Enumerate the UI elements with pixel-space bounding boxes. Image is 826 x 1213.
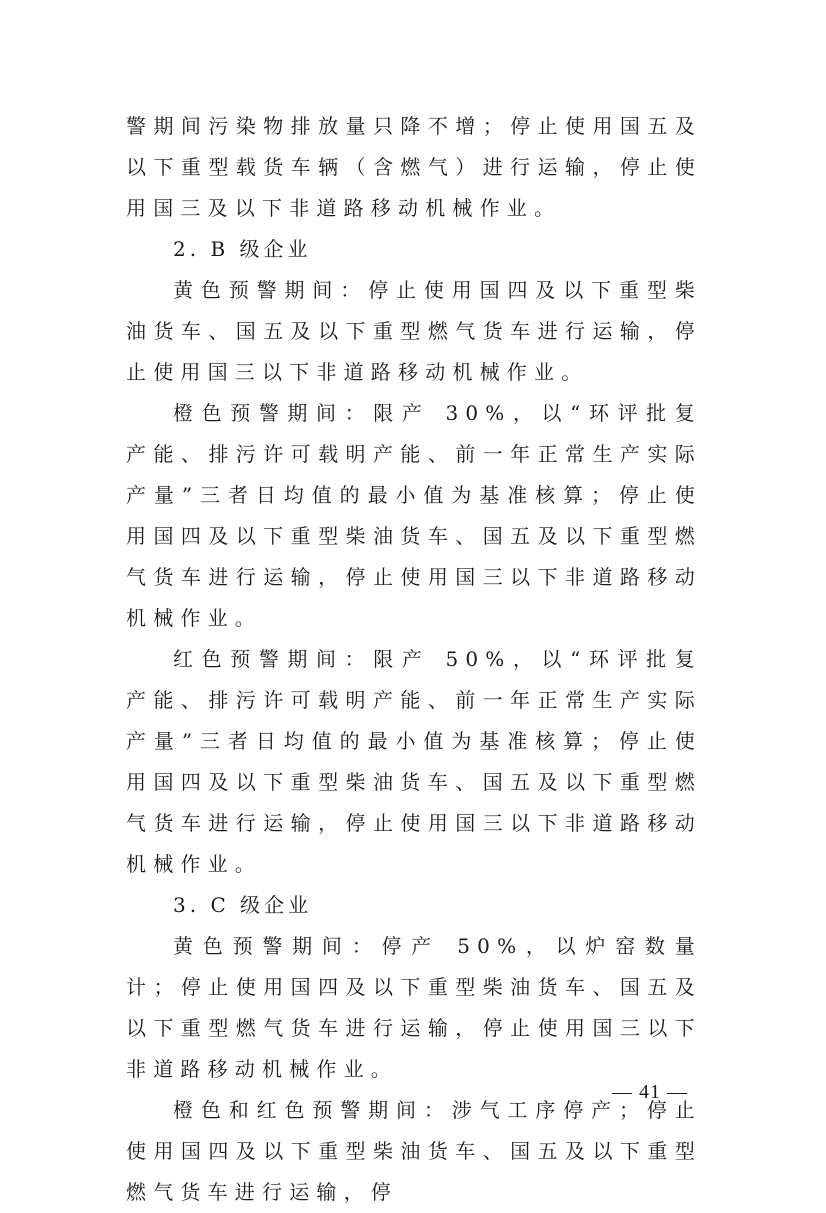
paragraph-c-yellow-alert: 黄色预警期间：停产 50%，以炉窑数量计；停止使用国四及以下重型柴油货车、国五及以下重型燃气货车进行运输，停止使用国三以下非道路移动机械作业。 — [126, 934, 702, 1081]
paragraph-c-orange-red-alert: 橙色和红色预警期间：涉气工序停产；停止使用国四及以下重型柴油货车、国五及以下重型燃气货车进行运输，停 — [126, 1098, 702, 1204]
paragraph-b-red-alert: 红色预警期间：限产 50%，以“环评批复产能、排污许可载明产能、前一年正常生产实际产量”三者日均值的最小值为基准核算；停止使用国四及以下重型柴油货车、国五及以下重型燃气货车进行运输，停止使用国三以下非道路移动机械作业。 — [126, 647, 702, 876]
page-number: — 41 — — [612, 1081, 688, 1103]
paragraph-b-yellow-alert: 黄色预警期间：停止使用国四及以下重型柴油货车、国五及以下重型燃气货车进行运输，停止使用国三以下非道路移动机械作业。 — [126, 278, 702, 384]
section-heading-c-grade: 3. C 级企业 — [173, 893, 313, 917]
paragraph-continuation-a-grade: 警期间污染物排放量只降不增；停止使用国五及以下重型载货车辆（含燃气）进行运输，停止使用国三及以下非道路移动机械作业。 — [126, 114, 702, 220]
section-heading-b-grade: 2. B 级企业 — [173, 237, 312, 261]
document-page — [126, 106, 702, 1213]
paragraph-b-orange-alert: 橙色预警期间：限产 30%，以“环评批复产能、排污许可载明产能、前一年正常生产实际产量”三者日均值的最小值为基准核算；停止使用国四及以下重型柴油货车、国五及以下重型燃气货车进行运输，停止使用国三以下非道路移动机械作业。 — [126, 401, 702, 630]
